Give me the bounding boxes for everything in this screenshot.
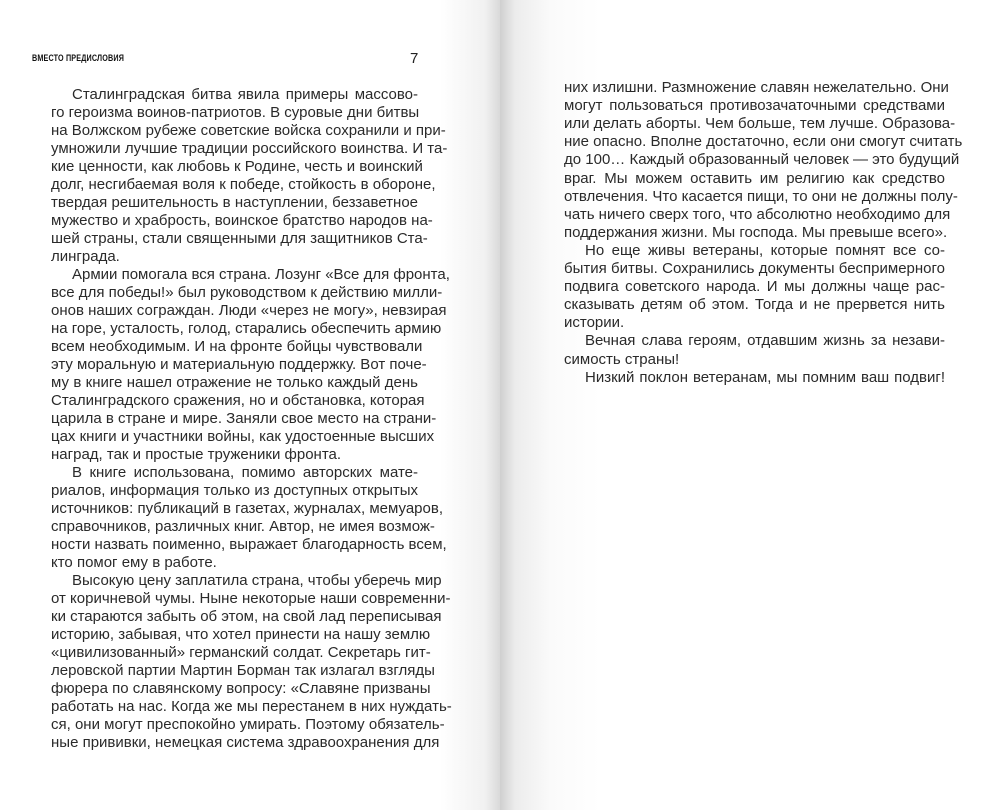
text-line: твердая решительность в наступлении, беззаветное bbox=[51, 194, 418, 211]
text-line: них излишни. Размножение славян нежелательно. Они bbox=[564, 79, 949, 96]
text-line: поддержания жизни. Мы господа. Мы превыше всего». bbox=[564, 223, 948, 241]
page-number: 7 bbox=[410, 50, 419, 67]
text-line: от коричневой чумы. Ныне некоторые наши современни- bbox=[51, 590, 451, 607]
text-line: умножили лучшие традиции российского воинства. И та- bbox=[51, 140, 448, 157]
text-line: В книге использована, помимо авторских мате- bbox=[72, 464, 418, 481]
text-line: долг, несгибаемая воля к победе, стойкость в обороне, bbox=[51, 176, 436, 193]
text-line: ки стараются забыть об этом, на свой лад переписывая bbox=[51, 608, 442, 625]
text-line: до 100… Каждый образованный человек — это будущий bbox=[564, 151, 960, 169]
text-line: все для победы!» был руководством к действию милли- bbox=[51, 284, 443, 301]
text-line: могут пользоваться противозачаточными средствами bbox=[564, 97, 945, 115]
text-line: леровской партии Мартин Борман так излагал взгляды bbox=[51, 662, 435, 679]
text-line: цах книги и участники войны, как удостоенные высших bbox=[51, 428, 435, 445]
text-line: Армии помогала вся страна. Лозунг «Все для фронта, bbox=[72, 266, 450, 283]
text-line: го героизма воинов-патриотов. В суровые дни битвы bbox=[51, 104, 420, 121]
text-line: му в книге нашел отражение не только каждый день bbox=[51, 374, 418, 391]
text-line: Но еще живы ветераны, которые помнят все со- bbox=[585, 241, 945, 259]
text-line: симость страны! bbox=[564, 350, 680, 368]
text-line: источников: публикаций в газетах, журналах, мемуаров, bbox=[51, 500, 443, 517]
text-line: сказывать детям об этом. Тогда и не прервется нить bbox=[564, 296, 945, 314]
text-line: справочников, различных книг. Автор, не имея возмож- bbox=[51, 518, 435, 535]
left-page bbox=[0, 0, 500, 810]
text-line: Сталинградская битва явила примеры массово- bbox=[72, 86, 418, 103]
text-line: кто помог ему в работе. bbox=[51, 554, 217, 571]
text-line: «цивилизованный» германский солдат. Секретарь гит- bbox=[51, 644, 431, 661]
text-line: чать ничего сверх того, что абсолютно необходимо для bbox=[564, 205, 951, 223]
text-line: истории. bbox=[564, 314, 625, 332]
text-line: Высокую цену заплатила страна, чтобы уберечь мир bbox=[72, 572, 442, 589]
text-line: Сталинградского сражения, но и обстановка, которая bbox=[51, 392, 425, 409]
text-line: историю, забывая, что хотел принести на нашу землю bbox=[51, 626, 431, 643]
text-line: на горе, усталость, голод, старались обеспечить армию bbox=[51, 320, 442, 337]
text-line: наград, так и простые труженики фронта. bbox=[51, 446, 342, 463]
text-line: Низкий поклон ветеранам, мы помним ваш подвиг! bbox=[585, 368, 945, 386]
text-line: работать на нас. Когда же мы перестанем в них нуждать- bbox=[51, 698, 452, 715]
text-line: отвлечения. Что касается пищи, то они не должны полу- bbox=[564, 187, 958, 205]
text-line: кие ценности, как любовь к Родине, честь и воинский bbox=[51, 158, 423, 175]
text-line: ние опасно. Вполне достаточно, если они смогут считать bbox=[564, 133, 963, 151]
text-line: враг. Мы можем оставить им религию как средство bbox=[564, 169, 945, 187]
text-line: риалов, информация только из доступных открытых bbox=[51, 482, 418, 499]
text-line: фюрера по славянскому вопросу: «Славяне призваны bbox=[51, 680, 431, 697]
text-line: эту моральную и материальную поддержку. Вот поче- bbox=[51, 356, 427, 373]
text-line: бытия битвы. Сохранились документы беспримерного bbox=[564, 260, 945, 277]
text-line: подвига советского народа. И мы должны чаще рас- bbox=[564, 278, 945, 296]
text-line: онов наших сограждан. Люди «через не могу», невзирая bbox=[51, 302, 447, 319]
right-page bbox=[500, 0, 1001, 810]
text-line: шей страны, стали священными для защитников Ста- bbox=[51, 230, 428, 247]
text-line: всем необходимым. И на фронте бойцы чувствовали bbox=[51, 338, 423, 355]
text-line: мужество и храбрость, воинское братство народов на- bbox=[51, 212, 433, 229]
running-head: ВМЕСТО ПРЕДИСЛОВИЯ bbox=[32, 53, 125, 63]
text-line: Вечная слава героям, отдавшим жизнь за незави- bbox=[585, 332, 945, 350]
text-line: ся, они могут преспокойно умирать. Поэтому обязатель- bbox=[51, 716, 445, 733]
text-line: или делать аборты. Чем больше, тем лучше. Образова- bbox=[564, 115, 956, 133]
text-line: ные прививки, немецкая система здравоохранения для bbox=[51, 734, 440, 751]
text-line: царила в стране и мире. Заняли свое место на страни- bbox=[51, 410, 437, 427]
text-line: ности назвать поименно, выражает благодарность всем, bbox=[51, 536, 447, 553]
text-line: линграда. bbox=[51, 248, 120, 265]
text-line: на Волжском рубеже советские войска сохранили и при- bbox=[51, 122, 446, 139]
